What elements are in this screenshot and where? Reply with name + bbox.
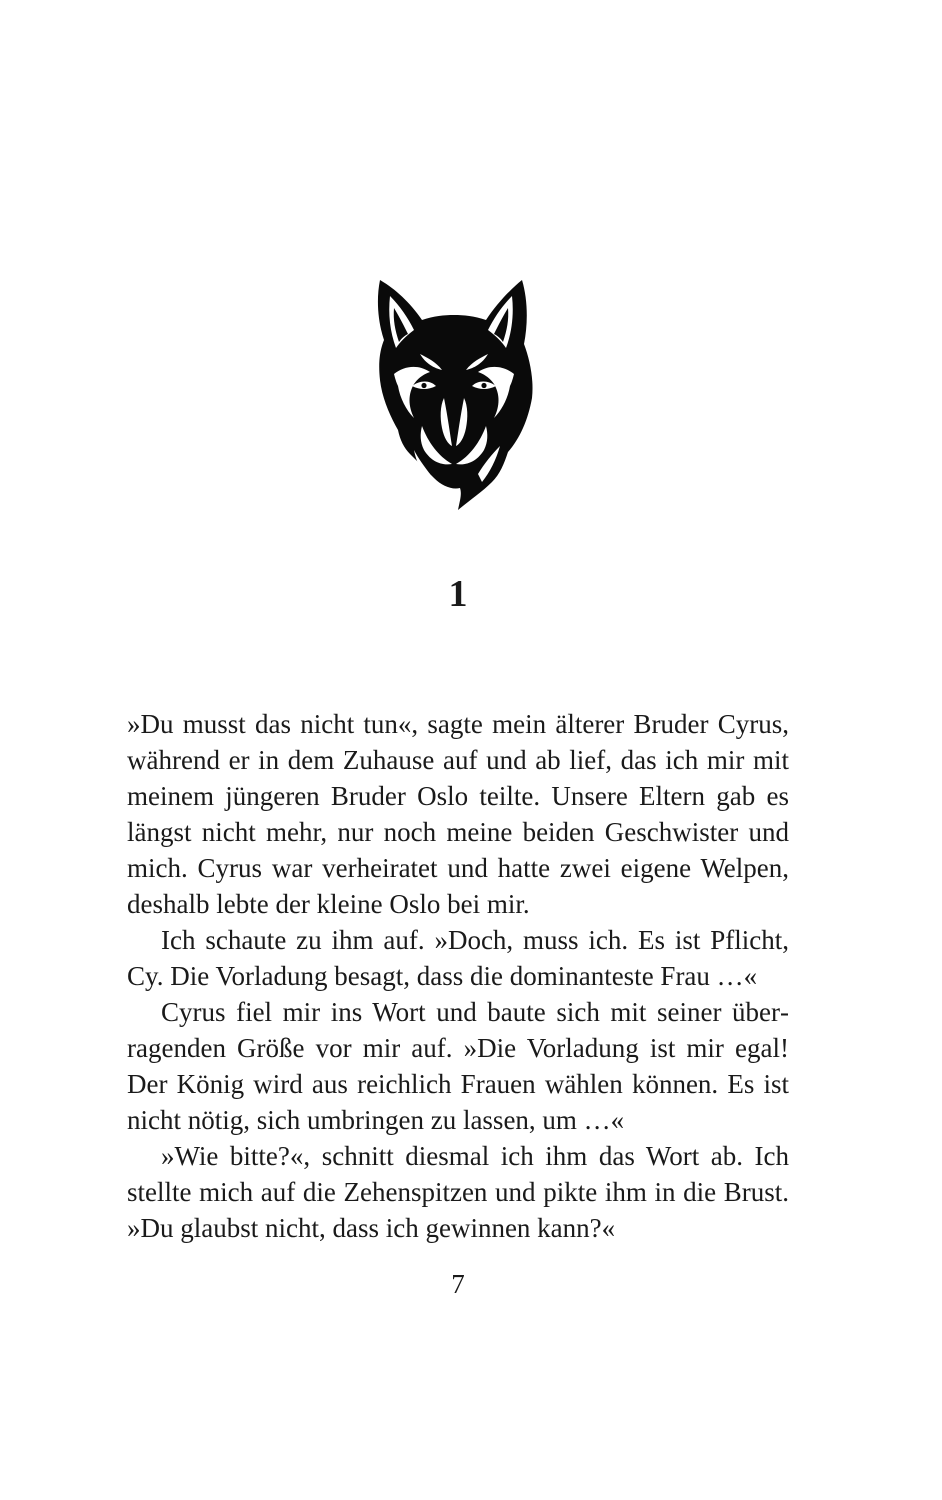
body-text (127, 706, 789, 1246)
chapter-number: 1 (448, 573, 468, 615)
wolf-nose (442, 447, 466, 461)
paragraph: Ich schaute zu ihm auf. »Doch, muss ich. Es ist Pflicht, Cy. Die Vorladung besagt, dass die dominanteste Frau …« (127, 925, 789, 991)
paragraph: »Du musst das nicht tun«, sagte mein älterer Bruder Cyrus, während er in dem Zuhause auf und ab lief, das ich mir mit meinem jüngeren Bruder Oslo teilte. Unsere Eltern gab es längst nicht mehr, nur noch meine beiden Geschwister und mich. Cyrus war verheiratet und hatte zwei eigene Welpen, deshalb lebte der kleine Oslo bei mir. (127, 709, 789, 919)
wolf-head-icon (374, 278, 534, 510)
page-number: 7 (451, 1269, 465, 1299)
paragraph: »Wie bitte?«, schnitt diesmal ich ihm das Wort ab. Ich stellte mich auf die Zehenspitzen und pikte ihm in die Brust. »Du glaubst nicht, dass ich gewinnen kann?« (127, 1141, 789, 1243)
paragraph: Cyrus fiel mir ins Wort und baute sich mit seiner überragenden Größe vor mir auf. »Die Vorladung ist mir egal! Der König wird aus reichlich Frauen wählen können. Es ist nicht nötig, sich umbringen zu lassen, um …« (127, 997, 789, 1135)
